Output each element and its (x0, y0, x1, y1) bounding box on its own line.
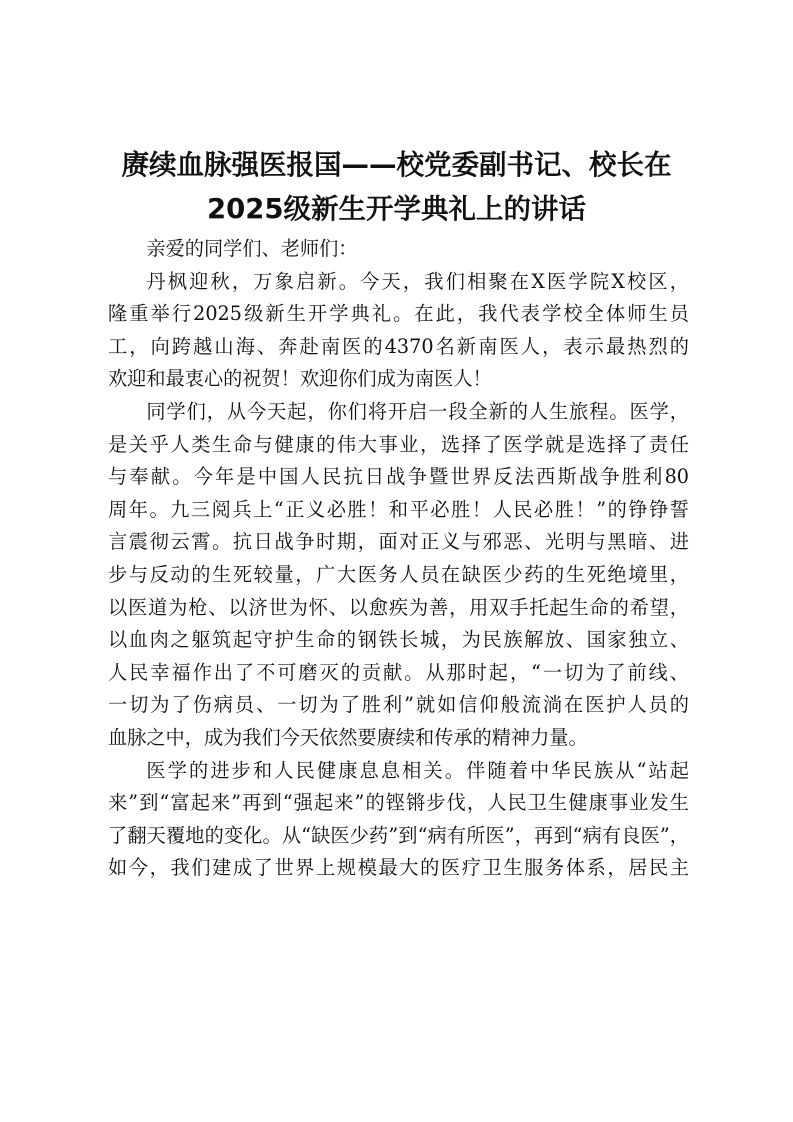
paragraph-line: 如今，我们建成了世界上规模最大的医疗卫生服务体系，居民主 (108, 856, 689, 880)
paragraph-line: 来”到“富起来”再到“强起来”的铿锵步伐，人民卫生健康事业发生 (108, 791, 689, 815)
title-line-1: 赓续血脉强医报国——校党委副书记、校长在 (121, 149, 672, 181)
paragraph-line: 血脉之中，成为我们今天依然要赓续和传承的精神力量。 (108, 725, 588, 749)
paragraph-line: 了翻天覆地的变化。从“缺医少药”到“病有所医”，再到“病有良医”， (108, 823, 689, 847)
paragraph-line: 医学的进步和人民健康息息相关。伴随着中华民族从“站起 (146, 758, 689, 782)
document-title (90, 143, 703, 231)
title-line-2: 2025级新生开学典礼上的讲话 (206, 193, 587, 225)
paragraph-line: 同学们，从今天起，你们将开启一段全新的人生旅程。医学， (146, 399, 689, 423)
greeting-line: 亲爱的同学们、老师们： (146, 237, 358, 260)
paragraph-1 (108, 266, 689, 396)
paragraph-line: 工，向跨越山海、奔赴南医的4370名新南医人，表示最热烈的 (108, 334, 689, 358)
paragraph-line: 隆重举行2025级新生开学典礼。在此，我代表学校全体师生员 (108, 302, 689, 326)
paragraph-3 (108, 755, 689, 885)
paragraph-line: 欢迎和最衷心的祝贺！欢迎你们成为南医人！ (108, 367, 492, 391)
paragraph-line: 人民幸福作出了不可磨灭的贡献。从那时起，“一切为了前线、 (108, 660, 689, 684)
paragraph-line: 是关乎人类生命与健康的伟大事业，选择了医学就是选择了责任 (108, 432, 689, 456)
paragraph-line: 言震彻云霄。抗日战争时期，面对正义与邪恶、光明与黑暗、进 (108, 530, 689, 554)
paragraph-line: 周年。九三阅兵上“正义必胜！和平必胜！人民必胜！”的铮铮誓 (108, 497, 689, 521)
paragraph-line: 以医道为枪、以济世为怀、以愈疾为善，用双手托起生命的希望， (108, 595, 689, 619)
paragraph-2 (108, 396, 689, 755)
paragraph-line: 与奉献。今年是中国人民抗日战争暨世界反法西斯战争胜利80 (108, 465, 689, 489)
paragraph-line: 步与反动的生死较量，广大医务人员在缺医少药的生死绝境里， (108, 562, 689, 586)
greeting (108, 233, 689, 266)
document-body (108, 233, 689, 885)
paragraph-line: 一切为了伤病员、一切为了胜利”就如信仰般流淌在医护人员的 (108, 693, 689, 717)
paragraph-line: 丹枫迎秋，万象启新。今天，我们相聚在X医学院X校区， (146, 269, 689, 293)
paragraph-line: 以血肉之躯筑起守护生命的钢铁长城，为民族解放、国家独立、 (108, 628, 689, 652)
